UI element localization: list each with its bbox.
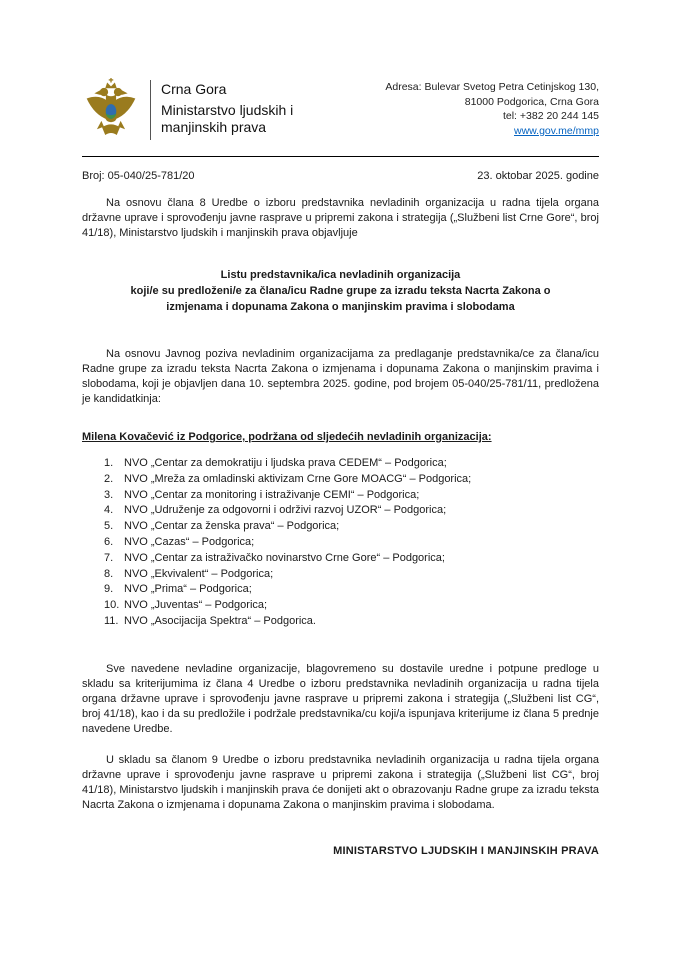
address-line-2: 81000 Podgorica, Crna Gora xyxy=(464,95,599,108)
nvo-list xyxy=(104,456,599,630)
nvo-list-item xyxy=(104,503,599,519)
ministry-signature: MINISTARSTVO LJUDSKIH I MANJINSKIH PRAVA xyxy=(333,844,599,857)
list-item-text: NVO „Udruženje za odgovorni i održivi razvoj UZOR“ – Podgorica; xyxy=(124,504,447,517)
call-paragraph: Na osnovu Javnog poziva nevladinim organizacijama za predlaganje predstavnika/ce za člana/icu Radne grupe za izradu teksta Nacrta Zakona o izmjenama i dopunama Zakona o manjinskim pravima i slobodama, koji je objavljen dana 10. septembra 2025. godine, pod brojem 05-040/25-781/11, predložena je kandidatkinja: xyxy=(82,348,599,405)
intro-paragraph: Na osnovu člana 8 Uredbe o izboru predstavnika nevladinih organizacija u radna tijela organa državne uprave i sprovođenju javne rasprave u pripremi zakona i strategija („Službeni list Crne Gore“, broj 41/18), Ministarstvo ljudskih i manjinskih prava objavljuje xyxy=(82,197,599,239)
header-rule xyxy=(82,156,599,157)
coat-of-arms-graphic xyxy=(82,78,140,142)
letterhead-left xyxy=(82,78,293,142)
nvo-list-item xyxy=(104,551,599,567)
nvo-list-item xyxy=(104,488,599,504)
title-line-1: Listu predstavnika/ica nevladinih organizacija xyxy=(220,269,461,281)
list-item-text: NVO „Centar za istraživačko novinarstvo Crne Gore“ – Podgorica; xyxy=(124,551,445,564)
website-link[interactable]: www.gov.me/mmp xyxy=(514,124,599,137)
list-item-number: 3. xyxy=(104,488,114,501)
header-divider xyxy=(150,80,151,140)
nvo-list-item xyxy=(104,472,599,488)
list-item-number: 4. xyxy=(104,504,114,517)
title-line-2: koji/e su predloženi/e za člana/icu Radne grupe za izradu teksta Nacrta Zakona o xyxy=(130,285,551,297)
nvo-list-item xyxy=(104,614,599,630)
address-line-1: Adresa: Bulevar Svetog Petra Cetinjskog 130, xyxy=(385,81,599,93)
list-item-text: NVO „Asocijacija Spektra“ – Podgorica. xyxy=(124,614,316,627)
list-item-number: 5. xyxy=(104,520,114,533)
title-line-3: izmjenama i dopunama Zakona o manjinskim pravima i slobodama xyxy=(166,301,515,313)
document-title xyxy=(82,267,599,315)
list-item-number: 7. xyxy=(104,551,114,564)
contact-block xyxy=(385,78,599,138)
meta-row xyxy=(82,170,599,182)
montenegro-coat-of-arms-logo xyxy=(82,78,140,142)
candidate-heading: Milena Kovačević iz Podgorice, podržana od sljedećih nevladinih organizacija: xyxy=(82,431,492,443)
nvo-list-item xyxy=(104,598,599,614)
list-item-number: 2. xyxy=(104,472,114,485)
country-name: Crna Gora xyxy=(161,81,227,97)
list-item-text: NVO „Ekvivalent“ – Podgorica; xyxy=(124,567,274,580)
closing-paragraph: U skladu sa članom 9 Uredbe o izboru predstavnika nevladinih organizacija u radna tijela organa državne uprave i sprovođenju javne rasprave u pripremi zakona i strategija („Službeni list CG“, broj 41/18), Ministarstvo ljudskih i manjinskih prava će donijeti akt o obrazovanju Radne grupe za izradu teksta Nacrta Zakona o izmjenama i dopunama Zakona o manjinskim pravima i slobodama. xyxy=(82,753,599,811)
nvo-list-item xyxy=(104,535,599,551)
ministry-name-line-2: manjinskih prava xyxy=(161,119,267,135)
list-item-number: 1. xyxy=(104,457,114,469)
ministry-name-line-1: Ministarstvo ljudskih i xyxy=(161,102,294,118)
list-item-text: NVO „Centar za demokratiju i ljudska prava CEDEM“ – Podgorica; xyxy=(124,457,447,469)
letterhead xyxy=(82,78,599,142)
list-item-number: 8. xyxy=(104,567,114,580)
nvo-list-item xyxy=(104,519,599,535)
phone-number: tel: +382 20 244 145 xyxy=(502,110,599,122)
list-item-text: NVO „Prima“ – Podgorica; xyxy=(124,583,252,596)
list-item-text: NVO „Cazas“ – Podgorica; xyxy=(124,535,255,548)
list-item-number: 6. xyxy=(104,535,114,548)
list-item-number: 10. xyxy=(104,599,120,612)
document-date: 23. oktobar 2025. godine xyxy=(477,170,599,182)
compliance-paragraph: Sve navedene nevladine organizacije, blagovremeno su dostavile uredne i potpune predloge u skladu sa kriterijumima iz člana 4 Uredbe o izboru predstavnika nevladinih organizacija u radna tijela organa državne uprave i sprovođenju javne rasprave u pripremi zakona i strategija („Službeni list CG“, broj 41/18), kao i da su predložile i podržale predstavnika/cu koji/a ispunjava kriterijume iz člana 5 prednje navedene Uredbe. xyxy=(82,662,599,735)
list-item-text: NVO „Mreža za omladinski aktivizam Crne Gore MOACG“ – Podgorica; xyxy=(124,472,472,485)
document-number: Broj: 05-040/25-781/20 xyxy=(82,170,195,182)
list-item-text: NVO „Centar za ženska prava“ – Podgorica; xyxy=(124,520,340,533)
nvo-list-item xyxy=(104,582,599,598)
nvo-list-item xyxy=(104,456,599,472)
list-item-text: NVO „Juventas“ – Podgorica; xyxy=(124,599,268,612)
list-item-number: 11. xyxy=(104,614,119,627)
list-item-text: NVO „Centar za monitoring i istraživanje CEMI“ – Podgorica; xyxy=(124,488,420,501)
nvo-list-item xyxy=(104,567,599,583)
ministry-name-block xyxy=(161,78,293,136)
list-item-number: 9. xyxy=(104,583,114,596)
